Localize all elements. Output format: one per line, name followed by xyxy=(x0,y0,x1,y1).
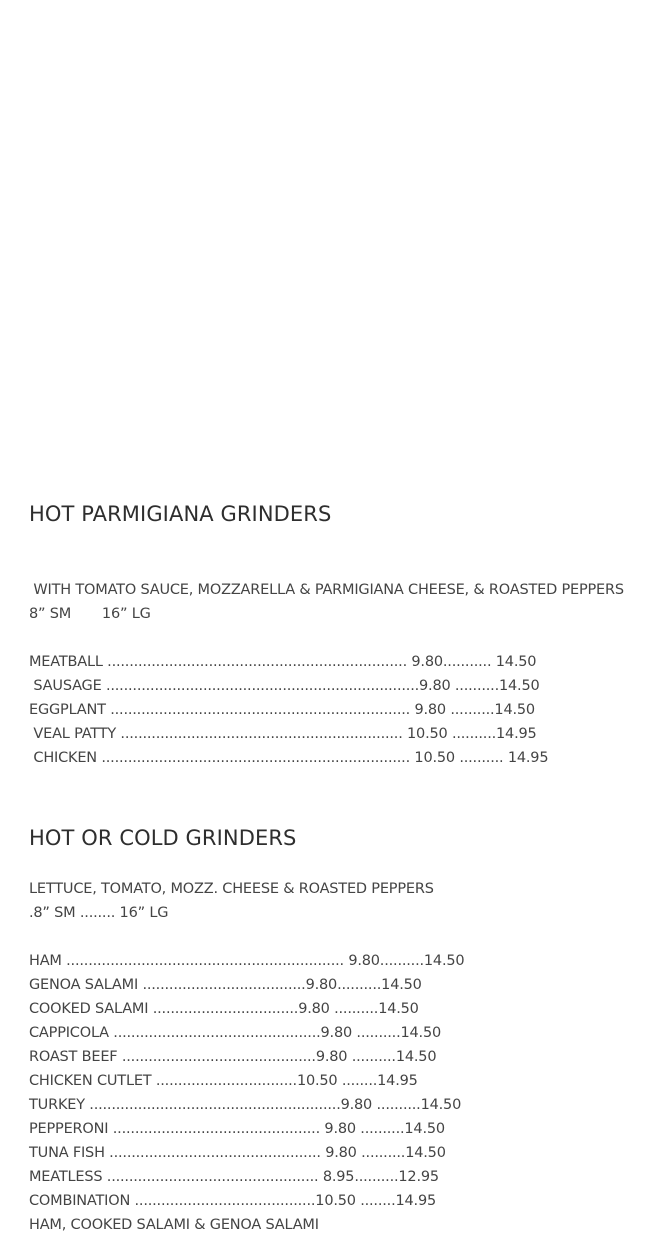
menu-item-genoa-salami: GENOA SALAMI .....................................9.80..........14.50 xyxy=(29,977,422,993)
menu-item-turkey: TURKEY .........................................................9.80 ..........14.50 xyxy=(29,1097,462,1113)
menu-item-roast-beef: ROAST BEEF ............................................9.80 ..........14.50 xyxy=(29,1049,437,1065)
parmigiana-description: WITH TOMATO SAUCE, MOZZARELLA & PARMIGIANA CHEESE, & ROASTED PEPPERS xyxy=(29,582,624,598)
parmigiana-section-title: HOT PARMIGIANA GRINDERS xyxy=(29,502,332,526)
menu-item-eggplant: EGGPLANT .................................................................... 9.80 ..........14.50 xyxy=(29,702,535,718)
menu-item-tuna-fish: TUNA FISH ................................................ 9.80 ..........14.50 xyxy=(29,1145,446,1161)
menu-item-pepperoni: PEPPERONI ............................................... 9.80 ..........14.50 xyxy=(29,1121,445,1137)
menu-item-combination: COMBINATION .........................................10.50 ........14.95 xyxy=(29,1193,436,1209)
menu-item-sausage: SAUSAGE .......................................................................9.80 ..........14.50 xyxy=(29,678,540,694)
menu-item-meatball: MEATBALL .................................................................... 9.80........... 14.50 xyxy=(29,654,537,670)
menu-item-ham: HAM ............................................................... 9.80..........14.50 xyxy=(29,953,465,969)
menu-item-veal-patty: VEAL PATTY ................................................................ 10.50 ..........14.95 xyxy=(29,726,537,742)
parmigiana-sizes: 8” SM 16” LG xyxy=(29,606,151,622)
hot-or-cold-description: LETTUCE, TOMATO, MOZZ. CHEESE & ROASTED PEPPERS xyxy=(29,881,434,897)
hot-or-cold-section-title: HOT OR COLD GRINDERS xyxy=(29,826,297,850)
menu-item-cooked-salami: COOKED SALAMI .................................9.80 ..........14.50 xyxy=(29,1001,419,1017)
menu-item-chicken: CHICKEN ...................................................................... 10.50 .......... 14.95 xyxy=(29,750,549,766)
menu-item-chicken-cutlet: CHICKEN CUTLET ................................10.50 ........14.95 xyxy=(29,1073,418,1089)
hot-or-cold-sizes: .8” SM ........ 16” LG xyxy=(29,905,169,921)
menu-item-combination-detail: HAM, COOKED SALAMI & GENOA SALAMI xyxy=(29,1217,319,1233)
menu-item-meatless: MEATLESS ................................................ 8.95..........12.95 xyxy=(29,1169,439,1185)
menu-item-cappicola: CAPPICOLA ...............................................9.80 ..........14.50 xyxy=(29,1025,442,1041)
